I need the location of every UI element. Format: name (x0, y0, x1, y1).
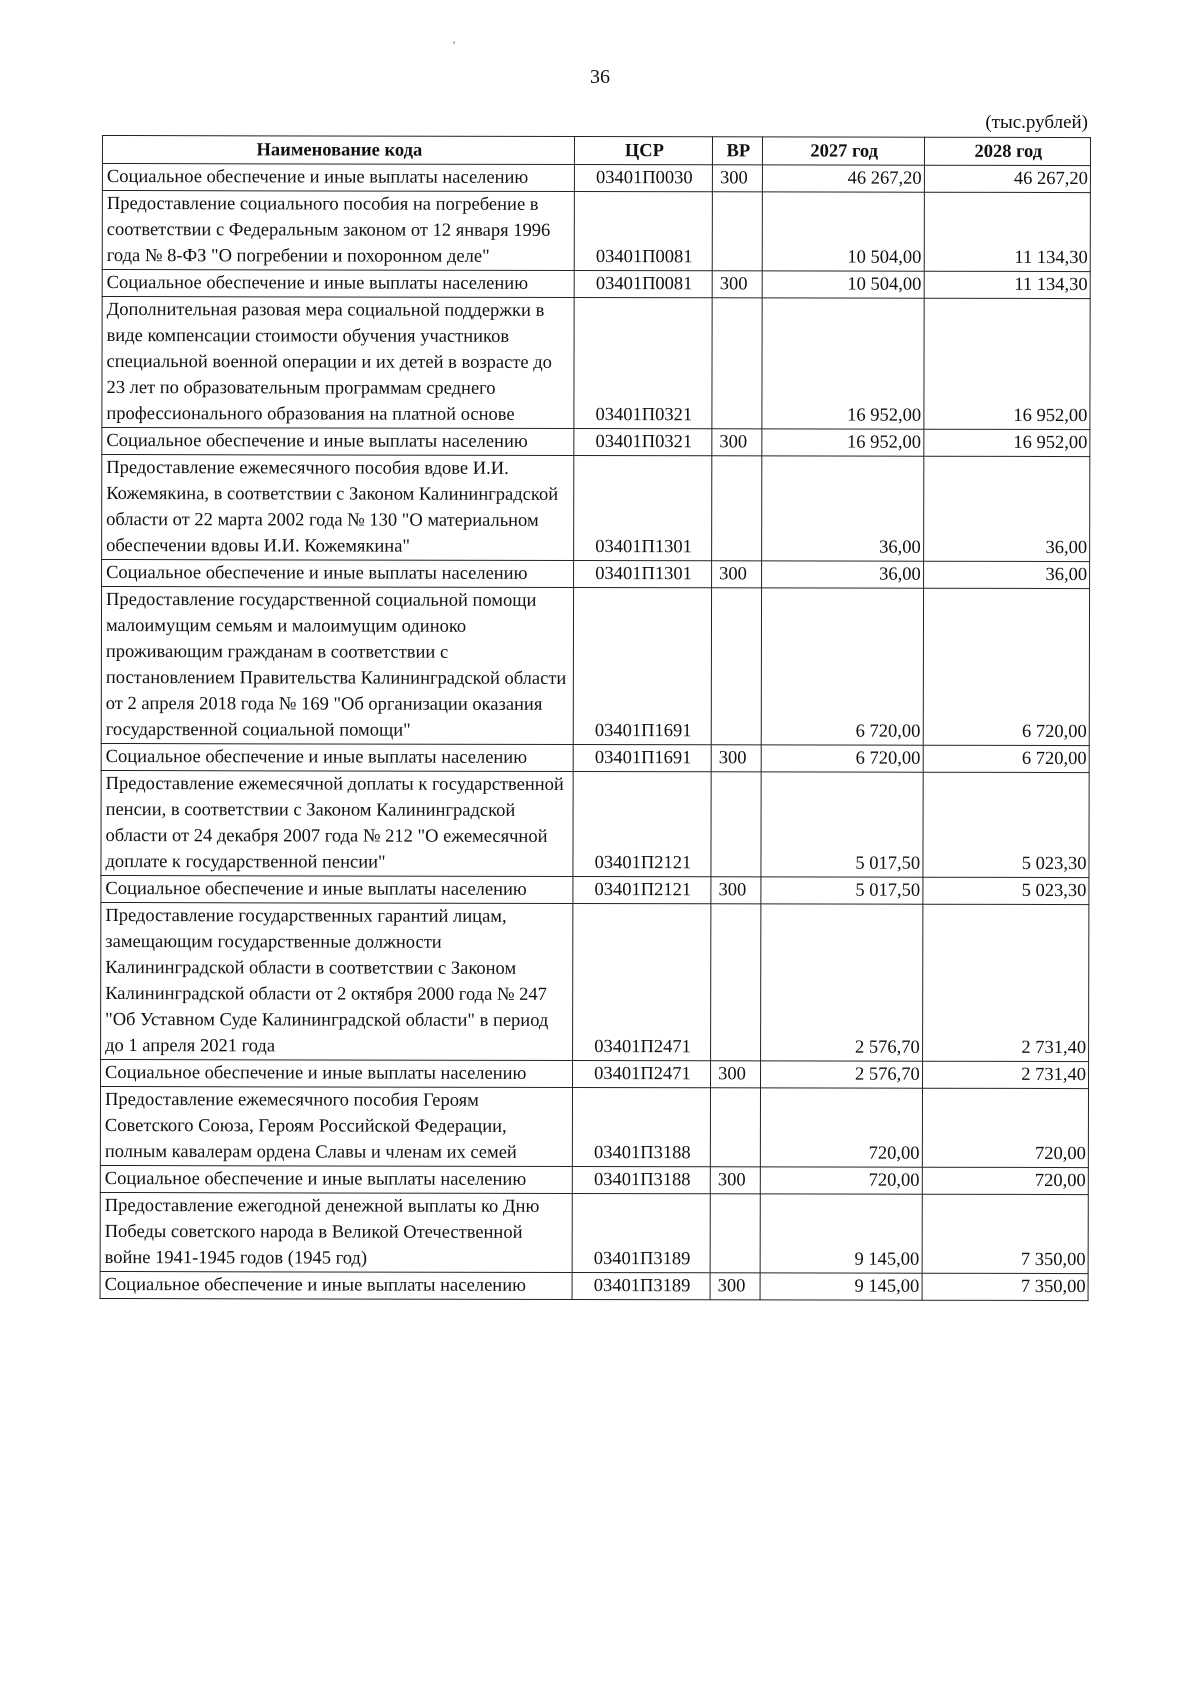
cell-2027: 6 720,00 (761, 588, 923, 745)
cell-name: Предоставление государственной социальной помощи малоимущим семьям и малоимущим одиноко проживающим гражданам в соответствии с постановлением Правительства Калининградской области от 2 апреля 2018 года № 169 "Об организации оказания государственной социальной помощи" (101, 587, 573, 745)
cell-2028: 11 134,30 (924, 271, 1090, 298)
cell-vr: 300 (712, 561, 762, 588)
cell-2027: 36,00 (761, 561, 923, 588)
cell-vr: 300 (710, 1167, 760, 1194)
cell-vr: 300 (712, 271, 762, 298)
table-row (101, 1059, 1089, 1088)
cell-2027: 10 504,00 (762, 271, 924, 298)
cell-2028: 36,00 (923, 561, 1089, 588)
header-2028: 2028 год (924, 137, 1090, 165)
cell-vr (710, 1088, 760, 1167)
cell-2028: 6 720,00 (923, 745, 1089, 772)
cell-vr (712, 192, 762, 271)
table-row (102, 455, 1090, 562)
cell-name: Предоставление ежемесячного пособия вдове И.И. Кожемякина, в соответствии с Законом Калининградской области от 22 марта 2002 года № 130 "О материальном обеспечении вдовы И.И. Кожемякина" (102, 455, 574, 561)
cell-2027: 2 576,70 (760, 1061, 922, 1088)
table-row (102, 560, 1090, 589)
cell-name: Дополнительная разовая мера социальной поддержки в виде компенсации стоимости обучения участников специальной военной операции и их детей в возрасте до 23 лет по образовательным программам среднего профессионального образования на платной основе (102, 297, 574, 429)
cell-2027: 5 017,50 (761, 772, 923, 877)
cell-2027: 720,00 (760, 1167, 922, 1194)
cell-csr: 03401П3188 (572, 1087, 710, 1166)
cell-csr: 03401П3189 (572, 1193, 710, 1272)
cell-csr: 03401П3188 (572, 1166, 710, 1193)
cell-vr (712, 456, 762, 561)
cell-csr: 03401П1301 (573, 560, 711, 587)
table-row (100, 1165, 1088, 1194)
cell-2028: 5 023,30 (923, 877, 1089, 904)
cell-vr: 300 (710, 1273, 760, 1300)
cell-name: Предоставление ежемесячной доплаты к государственной пенсии, в соответствии с Законом Калининградской области от 24 декабря 2007 года № 212 "О ежемесячной доплате к государственной пенсии" (101, 770, 573, 876)
cell-csr: 03401П0030 (574, 164, 712, 191)
cell-2028: 16 952,00 (924, 298, 1091, 429)
cell-name: Предоставление социального пособия на погребение в соответствии с Федеральным законом от 12 января 1996 года № 8-ФЗ "О погребении и похоронном деле" (102, 191, 574, 271)
cell-2027: 36,00 (761, 456, 923, 561)
cell-vr (711, 588, 761, 745)
cell-vr: 300 (712, 429, 762, 456)
page-number: 36 (590, 66, 610, 88)
cell-2028: 11 134,30 (924, 192, 1090, 271)
cell-csr: 03401П2121 (573, 876, 711, 903)
table-header-row (102, 136, 1090, 166)
cell-vr: 300 (711, 877, 761, 904)
cell-name: Социальное обеспечение и иные выплаты населению (101, 743, 573, 771)
cell-2028: 16 952,00 (924, 429, 1090, 456)
cell-2027: 9 145,00 (760, 1194, 922, 1273)
cell-name: Социальное обеспечение и иные выплаты населению (100, 1271, 572, 1299)
cell-2027: 2 576,70 (760, 904, 922, 1061)
cell-csr: 03401П0081 (574, 270, 712, 297)
cell-csr: 03401П3189 (572, 1272, 710, 1299)
cell-vr: 300 (712, 165, 762, 192)
cell-2027: 9 145,00 (760, 1273, 922, 1300)
cell-2028: 36,00 (923, 456, 1090, 561)
cell-vr: 300 (711, 745, 761, 772)
table-row (102, 428, 1090, 457)
table-body (100, 164, 1090, 1301)
cell-csr: 03401П0321 (574, 297, 712, 428)
cell-2028: 2 731,40 (922, 1061, 1088, 1088)
cell-2028: 5 023,30 (923, 772, 1090, 877)
cell-csr: 03401П2121 (573, 771, 711, 876)
cell-csr: 03401П1691 (573, 587, 712, 744)
cell-2027: 720,00 (760, 1088, 922, 1167)
cell-name: Предоставление ежегодной денежной выплаты ко Дню Победы советского народа в Великой Отечественной войне 1941-1945 годов (1945 год) (100, 1192, 572, 1272)
table-row (100, 1086, 1088, 1167)
cell-csr: 03401П2471 (572, 903, 711, 1060)
cell-vr (712, 298, 762, 429)
header-csr: ЦСР (574, 136, 712, 164)
cell-vr (710, 1194, 760, 1273)
cell-vr (711, 772, 761, 877)
cell-2028: 720,00 (922, 1167, 1088, 1194)
cell-2027: 5 017,50 (761, 877, 923, 904)
header-2027: 2027 год (762, 137, 924, 165)
cell-2028: 7 350,00 (922, 1194, 1088, 1273)
cell-csr: 03401П0321 (574, 428, 712, 455)
cell-name: Социальное обеспечение и иные выплаты населению (102, 164, 574, 192)
table-row (102, 164, 1090, 193)
cell-name: Предоставление ежемесячного пособия Героям Советского Союза, Героям Российской Федерации, полным кавалерам ордена Славы и членам их семей (100, 1086, 572, 1166)
cell-name: Социальное обеспечение и иные выплаты населению (101, 1059, 573, 1087)
table-row (102, 270, 1090, 299)
cell-2028: 2 731,40 (922, 904, 1089, 1061)
table-row (101, 770, 1089, 877)
table-row (102, 191, 1090, 272)
cell-2028: 46 267,20 (924, 165, 1090, 192)
budget-table (100, 135, 1091, 1301)
table-row (101, 902, 1089, 1061)
cell-csr: 03401П1691 (573, 744, 711, 771)
cell-2027: 6 720,00 (761, 745, 923, 772)
cell-csr: 03401П2471 (572, 1060, 710, 1087)
cell-2028: 720,00 (922, 1088, 1088, 1167)
cell-vr: 300 (711, 1061, 761, 1088)
cell-name: Социальное обеспечение и иные выплаты населению (102, 428, 574, 456)
cell-name: Социальное обеспечение и иные выплаты населению (100, 1165, 572, 1193)
cell-name: Предоставление государственных гарантий лицам, замещающим государственные должности Калининградской области в соответствии с Законом Калининградской области от 2 октября 2000 года № 247 "Об Уставном Суде Калининградской области" в период до 1 апреля 2021 года (101, 902, 573, 1060)
cell-name: Социальное обеспечение и иные выплаты населению (102, 560, 574, 588)
table-row (101, 743, 1089, 772)
table-row (100, 1271, 1088, 1300)
cell-name: Социальное обеспечение и иные выплаты населению (101, 875, 573, 903)
scan-mark: ' (453, 38, 456, 52)
cell-vr (711, 904, 761, 1061)
cell-2027: 46 267,20 (762, 165, 924, 192)
header-name: Наименование кода (102, 136, 574, 165)
cell-name: Социальное обеспечение и иные выплаты населению (102, 270, 574, 298)
cell-2028: 6 720,00 (923, 588, 1090, 745)
header-vr: ВР (713, 137, 763, 165)
table-row (100, 1192, 1088, 1273)
cell-csr: 03401П1301 (573, 455, 711, 560)
table-row (101, 875, 1089, 904)
cell-2028: 7 350,00 (922, 1273, 1088, 1300)
cell-csr: 03401П0081 (574, 191, 712, 270)
cell-2027: 16 952,00 (762, 429, 924, 456)
cell-2027: 16 952,00 (762, 298, 924, 429)
cell-2027: 10 504,00 (762, 192, 924, 271)
table-row (102, 297, 1090, 430)
units-label: (тыс.рублей) (985, 112, 1088, 133)
table-row (101, 587, 1089, 746)
